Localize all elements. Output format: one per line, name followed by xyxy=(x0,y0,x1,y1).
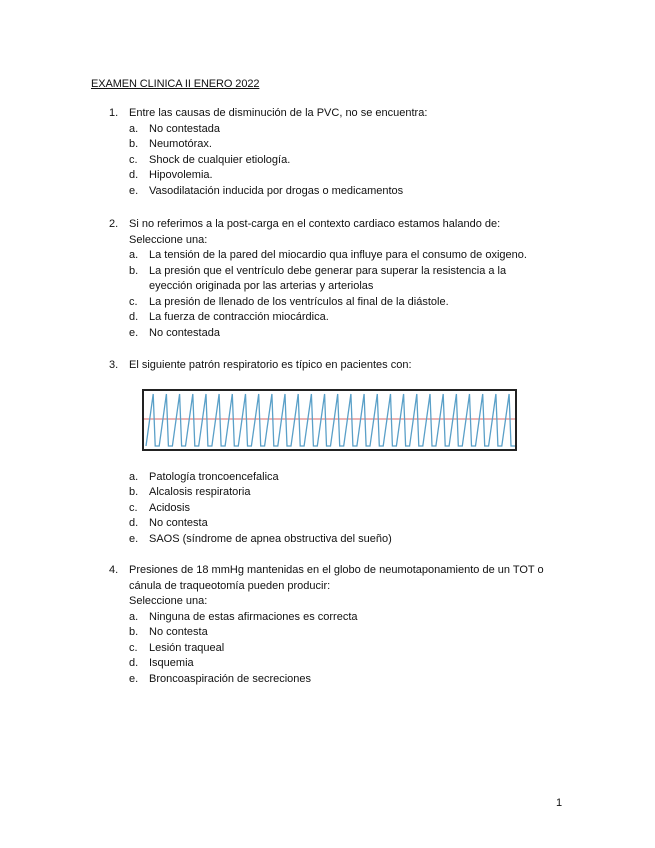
question-stem: El siguiente patrón respiratorio es típico en pacientes con: xyxy=(129,359,412,371)
option-letter: d. xyxy=(129,311,139,323)
option-b xyxy=(109,137,579,153)
option-text: Isquemia xyxy=(149,657,194,669)
option-text: Acidosis xyxy=(149,501,190,514)
respiratory-pattern-figure xyxy=(142,389,517,451)
option-d xyxy=(109,516,579,532)
option-e xyxy=(109,326,579,342)
option-letter: b. xyxy=(129,264,139,277)
option-text: Patología troncoencefalica xyxy=(149,470,279,483)
question-2 xyxy=(109,217,579,341)
option-a xyxy=(109,122,579,138)
option-letter: b. xyxy=(129,138,139,150)
option-text: La fuerza de contracción miocárdica. xyxy=(149,311,329,323)
option-text: La presión de llenado de los ventrículos al final de la diástole. xyxy=(149,295,449,308)
option-letter: c. xyxy=(129,295,138,308)
option-b xyxy=(109,625,579,641)
question-number: 1. xyxy=(109,107,119,119)
option-letter: e. xyxy=(129,532,139,545)
question-stem: Entre las causas de disminución de la PVC, no se encuentra: xyxy=(129,107,428,119)
options-list xyxy=(109,470,579,548)
question-prompt: Seleccione una: xyxy=(129,233,208,246)
option-text: Broncoaspiración de secreciones xyxy=(149,672,312,685)
option-d xyxy=(109,656,579,672)
option-letter: b. xyxy=(129,486,139,498)
option-letter: d. xyxy=(129,517,139,529)
option-letter: d. xyxy=(129,657,139,669)
option-letter: e. xyxy=(129,184,139,197)
option-c xyxy=(109,641,579,657)
option-letter: b. xyxy=(129,626,139,638)
exam-title: EXAMEN CLINICA II ENERO 2022 xyxy=(91,78,260,90)
option-letter: a. xyxy=(129,610,139,623)
question-number: 4. xyxy=(109,564,119,576)
option-letter: c. xyxy=(129,501,138,514)
question-number: 3. xyxy=(109,359,119,371)
option-letter: e. xyxy=(129,672,139,685)
option-e xyxy=(109,672,579,688)
option-letter: a. xyxy=(129,122,139,135)
question-number: 2. xyxy=(109,218,119,230)
option-text: Ninguna de estas afirmaciones es correcta xyxy=(149,610,358,623)
option-c xyxy=(109,153,579,169)
option-text: La presión que el ventrículo debe generar para superar la resistencia a la eyección originada por las arterias y arteriolas xyxy=(149,264,507,292)
option-text: No contesta xyxy=(149,517,208,529)
options-list xyxy=(109,610,579,688)
question-prompt: Seleccione una: xyxy=(129,595,208,607)
question-4 xyxy=(109,563,579,687)
question-3 xyxy=(109,358,579,547)
option-text: Hipovolemia. xyxy=(149,169,213,181)
option-text: Lesión traqueal xyxy=(149,641,225,654)
option-b xyxy=(109,264,579,295)
option-letter: c. xyxy=(129,153,138,166)
option-e xyxy=(109,532,579,548)
question-stem: Presiones de 18 mmHg mantenidas en el globo de neumotaponamiento de un TOT o cánula de traqueotomía pueden producir: xyxy=(129,564,544,592)
options-list xyxy=(109,248,579,341)
option-d xyxy=(109,310,579,326)
option-e xyxy=(109,184,579,200)
option-text: Vasodilatación inducida por drogas o medicamentos xyxy=(149,184,404,197)
option-text: No contesta xyxy=(149,626,208,638)
option-letter: a. xyxy=(129,470,139,483)
option-d xyxy=(109,168,579,184)
option-a xyxy=(109,470,579,486)
option-a xyxy=(109,248,579,264)
option-text: Alcalosis respiratoria xyxy=(149,486,251,498)
option-text: SAOS (síndrome de apnea obstructiva del sueño) xyxy=(149,532,392,545)
page-number: 1 xyxy=(556,797,563,809)
option-c xyxy=(109,295,579,311)
question-stem: Si no referimos a la post-carga en el contexto cardiaco estamos halando de: xyxy=(129,218,501,230)
option-letter: a. xyxy=(129,249,139,261)
options-list xyxy=(109,122,579,200)
option-letter: d. xyxy=(129,169,139,181)
option-text: No contestada xyxy=(149,122,220,135)
question-1 xyxy=(109,106,579,199)
option-letter: c. xyxy=(129,641,138,654)
option-text: Shock de cualquier etiología. xyxy=(149,153,291,166)
option-c xyxy=(109,501,579,517)
option-a xyxy=(109,610,579,626)
option-text: No contestada xyxy=(149,326,220,339)
option-b xyxy=(109,485,579,501)
option-text: La tensión de la pared del miocardio qua influye para el consumo de oxigeno. xyxy=(149,249,527,261)
option-text: Neumotórax. xyxy=(149,138,212,150)
option-letter: e. xyxy=(129,326,139,339)
